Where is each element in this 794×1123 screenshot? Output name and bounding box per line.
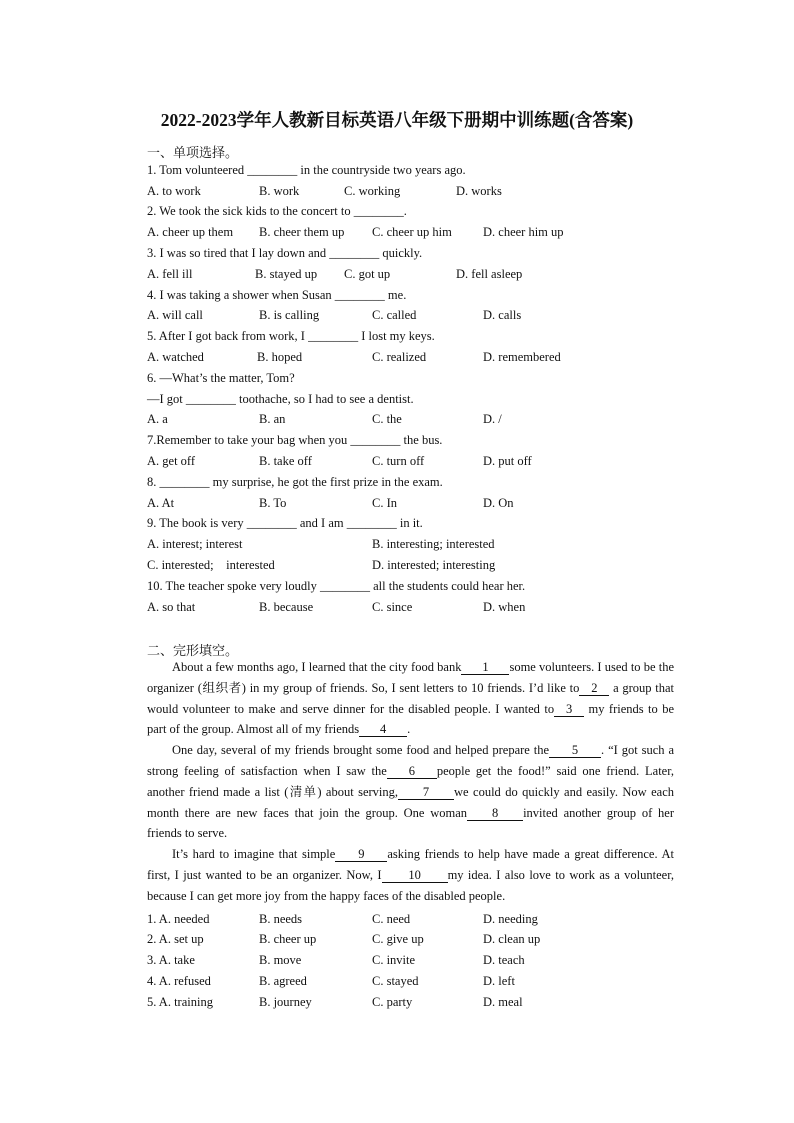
cloze-option: D. left: [483, 974, 515, 988]
option: C. working: [344, 184, 401, 198]
cloze-blank: 3: [554, 703, 584, 717]
cloze-blank: 5: [549, 744, 601, 758]
cloze-paragraph: One day, several of my friends brought some food and helped prepare the 5 . “I got such a strong feeling of satisfaction when I saw the 6 people get the food!” said one friend. Later, another friend made a list (清单) about serving, 7 we could do quickly and easily. Now each month there are new faces that join the group. One woman 8 invited another group of her friends to serve.: [147, 743, 674, 841]
cloze-option: C. need: [372, 912, 411, 926]
question-stem: 9. The book is very ________ and I am ________ in it.: [147, 516, 423, 530]
cloze-option: D. teach: [483, 953, 525, 967]
cloze-blank: 4: [359, 723, 407, 737]
option: D. when: [483, 600, 526, 614]
cloze-passage: [147, 657, 674, 907]
cloze-option: B. move: [259, 953, 302, 967]
question-stem: 1. Tom volunteered ________ in the countryside two years ago.: [147, 163, 466, 177]
question-stem: 8. ________ my surprise, he got the first prize in the exam.: [147, 475, 443, 489]
cloze-blank: 9: [335, 848, 387, 862]
question-stem: 6. —What’s the matter, Tom?: [147, 371, 295, 385]
cloze-option: 4. A. refused: [147, 974, 211, 988]
cloze-option: C. give up: [372, 932, 424, 946]
cloze-option: C. party: [372, 995, 413, 1009]
option: B. is calling: [259, 308, 320, 322]
option: B. To: [259, 496, 287, 510]
option: A. get off: [147, 454, 196, 468]
cloze-option: C. invite: [372, 953, 416, 967]
cloze-option: B. journey: [259, 995, 312, 1009]
cloze-paragraph: About a few months ago, I learned that the city food bank 1 some volunteers. I used to be the organizer (组织者) in my group of friends. So, I sent letters to 10 friends. I’d like to 2 a group that would volunteer to make and serve dinner for the disabled people. I wanted to 3 my friends to be part of the group. Almost all of my friends 4 .: [147, 660, 674, 737]
option: D. cheer him up: [483, 225, 564, 239]
option: A. cheer up them: [147, 225, 234, 239]
cloze-option: C. stayed: [372, 974, 419, 988]
cloze-option: B. cheer up: [259, 932, 317, 946]
option: A. so that: [147, 600, 196, 614]
cloze-option: D. needing: [483, 912, 538, 926]
cloze-blank: 2: [579, 682, 609, 696]
option: B. cheer them up: [259, 225, 345, 239]
cloze-blank: 6: [387, 765, 437, 779]
option: D. calls: [483, 308, 522, 322]
option: D. interested; interesting: [372, 558, 496, 572]
option: A. At: [147, 496, 175, 510]
section-heading-single-choice: 一、单项选择。: [147, 145, 239, 160]
option: D. works: [456, 184, 502, 198]
option: A. fell ill: [147, 267, 193, 281]
cloze-option: B. needs: [259, 912, 303, 926]
option: C. called: [372, 308, 417, 322]
option: D. fell asleep: [456, 267, 523, 281]
option: C. realized: [372, 350, 427, 364]
question-stem: 10. The teacher spoke very loudly ________ all the students could hear her.: [147, 579, 526, 593]
option: B. an: [259, 412, 286, 426]
option: B. interesting; interested: [372, 537, 495, 551]
cloze-option: D. meal: [483, 995, 523, 1009]
question-stem: 4. I was taking a shower when Susan ________ me.: [147, 288, 407, 302]
option: C. interested; interested: [147, 558, 275, 572]
option: C. turn off: [372, 454, 425, 468]
question-stem: 5. After I got back from work, I ________ I lost my keys.: [147, 329, 435, 343]
option: C. the: [372, 412, 402, 426]
cloze-option: D. clean up: [483, 932, 541, 946]
option: A. a: [147, 412, 168, 426]
option: D. /: [483, 412, 502, 426]
question-stem: 3. I was so tired that I lay down and ________ quickly.: [147, 246, 423, 260]
option: C. cheer up him: [372, 225, 452, 239]
cloze-option: 2. A. set up: [147, 932, 204, 946]
option: B. because: [259, 600, 314, 614]
option: A. watched: [147, 350, 204, 364]
cloze-option: B. agreed: [259, 974, 307, 988]
cloze-blank: 10: [382, 869, 448, 883]
option: D. put off: [483, 454, 532, 468]
option: B. hoped: [257, 350, 303, 364]
option: B. stayed up: [255, 267, 318, 281]
cloze-blank: 7: [398, 786, 454, 800]
page-title: 2022-2023学年人教新目标英语八年级下册期中训练题(含答案): [160, 110, 634, 130]
cloze-paragraph: It’s hard to imagine that simple 9 asking friends to help have made a great difference. At first, I just wanted to be an organizer. Now, I 10 my idea. I also love to work as a volunteer, because I can get more joy from the happy faces of the disabled people.: [147, 847, 675, 903]
cloze-option: 1. A. needed: [147, 912, 210, 926]
option: C. In: [372, 496, 397, 510]
cloze-option: 5. A. training: [147, 995, 213, 1009]
option: A. will call: [147, 308, 203, 322]
option: D. remembered: [483, 350, 561, 364]
option: A. interest; interest: [147, 537, 243, 551]
question-stem-reply: —I got ________ toothache, so I had to see a dentist.: [147, 392, 414, 406]
option: C. since: [372, 600, 413, 614]
cloze-blank: 8: [467, 807, 523, 821]
question-stem: 2. We took the sick kids to the concert to ________.: [147, 204, 407, 218]
option: D. On: [483, 496, 514, 510]
option: B. work: [259, 184, 300, 198]
section-heading-cloze: 二、完形填空。: [147, 643, 239, 658]
option: A. to work: [147, 184, 201, 198]
cloze-option: 3. A. take: [147, 953, 195, 967]
option: C. got up: [344, 267, 391, 281]
question-stem: 7.Remember to take your bag when you ________ the bus.: [147, 433, 443, 447]
cloze-blank: 1: [461, 661, 509, 675]
option: B. take off: [259, 454, 312, 468]
